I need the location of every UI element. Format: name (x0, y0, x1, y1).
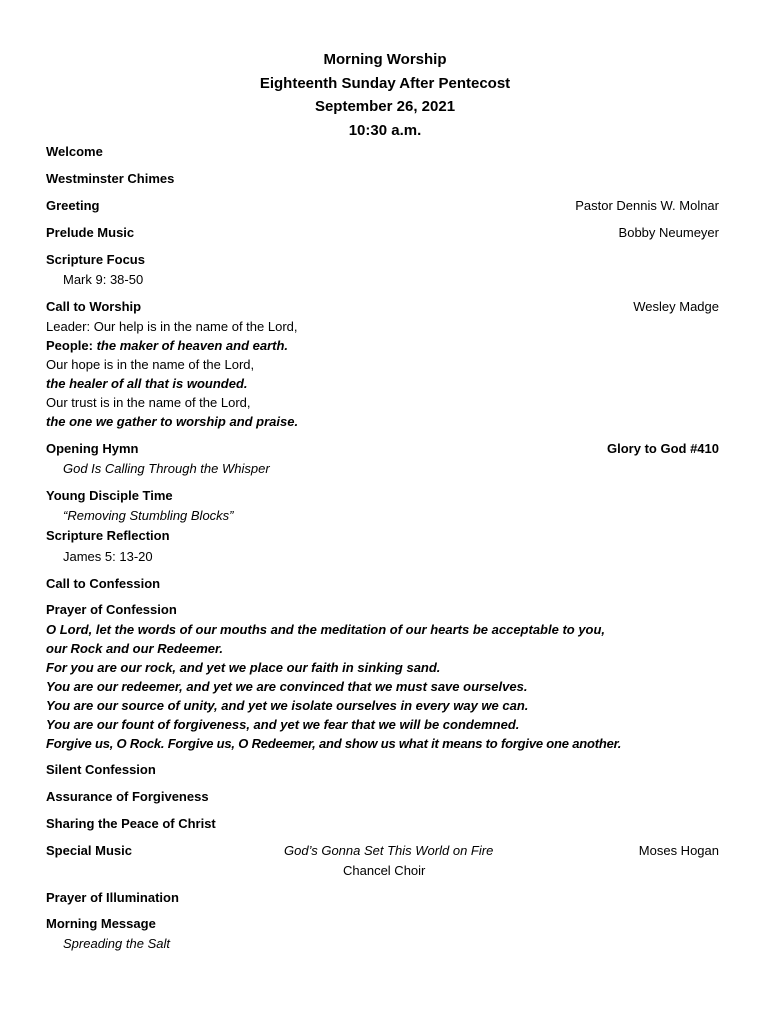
call-to-confession-label: Call to Confession (46, 576, 161, 591)
scripture-focus-ref: Mark 9: 38-50 (63, 272, 144, 287)
scripture-focus-label: Scripture Focus (46, 252, 145, 267)
call-to-worship-response (46, 338, 288, 354)
service-occasion: Eighteenth Sunday After Pentecost (259, 74, 511, 92)
opening-hymn-number: Glory to God #410 (607, 441, 719, 456)
prayer-of-confession-label: Prayer of Confession (46, 602, 177, 617)
assurance-label: Assurance of Forgiveness (46, 789, 209, 804)
welcome-label: Welcome (46, 144, 103, 159)
prelude-label: Prelude Music (46, 225, 135, 240)
confession-line: You are our source of unity, and yet we isolate ourselves in every way we can. (46, 698, 529, 713)
message-label: Morning Message (46, 916, 156, 931)
people-response: the maker of heaven and earth. (96, 338, 289, 353)
illumination-label: Prayer of Illumination (46, 890, 179, 905)
scripture-reflection-ref: James 5: 13-20 (63, 549, 153, 564)
bulletin-header (0, 48, 770, 142)
confession-line: Forgive us, O Rock. Forgive us, O Redeemer, and show us what it means to forgive one another. (46, 736, 622, 751)
people-prefix: People: (46, 338, 97, 353)
special-music-title: God’s Gonna Set This World on Fire (284, 843, 494, 858)
call-to-worship-response: the one we gather to worship and praise. (46, 414, 299, 429)
call-to-worship-response: the healer of all that is wounded. (46, 376, 248, 391)
service-time: 10:30 a.m. (348, 121, 422, 139)
service-title: Morning Worship (323, 51, 447, 68)
call-to-worship-line: Our hope is in the name of the Lord, (46, 357, 255, 372)
young-disciple-title: “Removing Stumbling Blocks” (63, 508, 234, 523)
call-to-worship-line: Our trust is in the name of the Lord, (46, 395, 251, 410)
confession-line: You are our fount of forgiveness, and yet we fear that we will be condemned. (46, 717, 520, 732)
confession-line: You are our redeemer, and yet we are convinced that we must save ourselves. (46, 679, 528, 694)
greeting-leader: Pastor Dennis W. Molnar (575, 198, 719, 213)
opening-hymn-title: God Is Calling Through the Whisper (63, 461, 270, 476)
message-title: Spreading the Salt (63, 936, 170, 951)
special-music-label: Special Music (46, 843, 132, 858)
prelude-leader: Bobby Neumeyer (618, 225, 719, 240)
special-music-performer: Chancel Choir (343, 863, 426, 878)
confession-line: our Rock and our Redeemer. (46, 641, 223, 656)
service-date: September 26, 2021 (314, 98, 456, 115)
call-to-worship-line: Leader: Our help is in the name of the Lord, (46, 319, 298, 334)
peace-label: Sharing the Peace of Christ (46, 816, 216, 831)
special-music-composer: Moses Hogan (638, 843, 719, 858)
opening-hymn-label: Opening Hymn (46, 441, 139, 456)
scripture-reflection-label: Scripture Reflection (46, 528, 170, 543)
silent-confession-label: Silent Confession (46, 762, 156, 777)
greeting-label: Greeting (46, 198, 100, 213)
call-to-worship-leader: Wesley Madge (633, 299, 719, 314)
chimes-label: Westminster Chimes (46, 171, 175, 186)
confession-line: O Lord, let the words of our mouths and the meditation of our hearts be acceptable to you, (46, 622, 606, 637)
call-to-worship-label: Call to Worship (46, 299, 142, 314)
young-disciple-label: Young Disciple Time (46, 488, 173, 503)
confession-line: For you are our rock, and yet we place our faith in sinking sand. (46, 660, 441, 675)
